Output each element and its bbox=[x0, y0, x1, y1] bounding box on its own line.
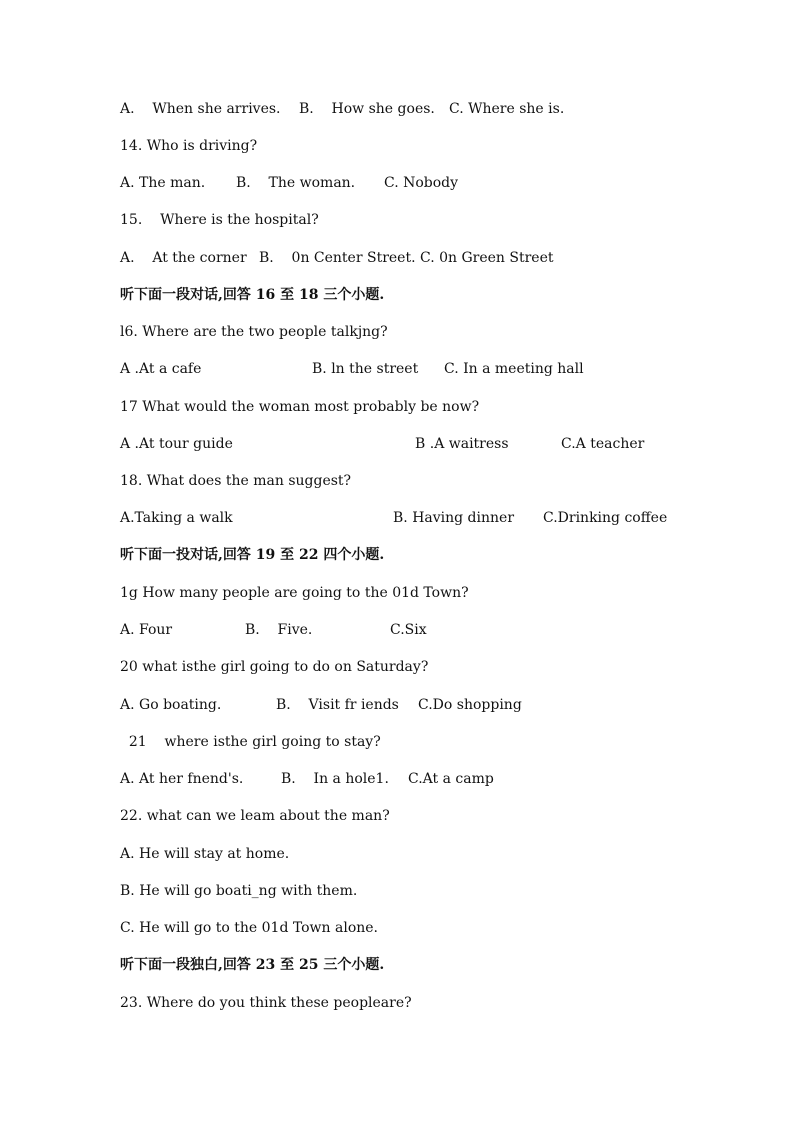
question-21: 21 where isthe girl going to stay? bbox=[120, 734, 381, 750]
question-16-options bbox=[120, 358, 584, 380]
section-instruction-16-18: 听下面一段对话,回答 16 至 18 三个小题. bbox=[120, 287, 385, 303]
option-b: B. ln the street bbox=[312, 361, 419, 377]
option-b: B. Having dinner bbox=[393, 510, 515, 526]
option-c: C.At a camp bbox=[408, 771, 494, 787]
option-a: A. Go boating. bbox=[120, 697, 222, 713]
question-23: 23. Where do you think these peopleare? bbox=[120, 995, 412, 1011]
option-a: A. The man. bbox=[120, 175, 206, 191]
option-a: A .At tour guide bbox=[120, 436, 233, 452]
question-22-option-c: C. He will go to the 01d Town alone. bbox=[120, 920, 379, 936]
option-b: B. Visit fr iends bbox=[276, 697, 399, 713]
question-21-options bbox=[120, 768, 494, 790]
option-b: B .A waitress bbox=[415, 436, 509, 452]
option-c: C. Nobody bbox=[384, 175, 459, 191]
question-19-options bbox=[120, 619, 427, 641]
option-c: C.A teacher bbox=[561, 436, 645, 452]
question-17: 17 What would the woman most probably be now? bbox=[120, 399, 480, 415]
option-c: C. Where she is. bbox=[449, 101, 565, 117]
question-18: 18. What does the man suggest? bbox=[120, 473, 352, 489]
option-b: B. In a hole1. bbox=[281, 771, 389, 787]
option-a: A. Four bbox=[120, 622, 173, 638]
question-13-options bbox=[120, 98, 565, 120]
question-19: 1g How many people are going to the 01d Town? bbox=[120, 585, 469, 601]
question-22-option-a: A. He will stay at home. bbox=[120, 846, 290, 862]
question-18-options bbox=[120, 507, 668, 529]
question-20-options bbox=[120, 694, 522, 716]
option-a: A .At a cafe bbox=[120, 361, 202, 377]
question-15-options bbox=[120, 247, 554, 269]
option-b: B. How she goes. bbox=[299, 101, 435, 117]
option-c: C. In a meeting hall bbox=[444, 361, 584, 377]
option-b: B. Five. bbox=[245, 622, 313, 638]
section-instruction-19-22: 听下面一投对话,回答 19 至 22 四个小题. bbox=[120, 547, 385, 563]
question-22-option-b: B. He will go boati_ng with them. bbox=[120, 883, 358, 899]
option-c: C.Do shopping bbox=[418, 697, 522, 713]
question-17-options bbox=[120, 433, 645, 455]
option-a: A. When she arrives. bbox=[120, 101, 281, 117]
question-20: 20 what isthe girl going to do on Saturday? bbox=[120, 659, 429, 675]
option-c: C.Six bbox=[390, 622, 427, 638]
option-b: B. The woman. bbox=[236, 175, 356, 191]
question-14-options bbox=[120, 172, 459, 194]
question-14: 14. Who is driving? bbox=[120, 138, 258, 154]
option-b-c: B. 0n Center Street. C. 0n Green Street bbox=[259, 250, 554, 266]
question-16: l6. Where are the two people talkjng? bbox=[120, 324, 388, 340]
question-15: 15. Where is the hospital? bbox=[120, 212, 319, 228]
option-a: A. At her fnend's. bbox=[120, 771, 244, 787]
section-instruction-23-25: 听下面一段独白,回答 23 至 25 三个小题. bbox=[120, 957, 385, 973]
option-c: C.Drinking coffee bbox=[543, 510, 668, 526]
option-a: A. At the corner bbox=[120, 250, 247, 266]
question-22: 22. what can we leam about the man? bbox=[120, 808, 390, 824]
option-a: A.Taking a walk bbox=[120, 510, 233, 526]
